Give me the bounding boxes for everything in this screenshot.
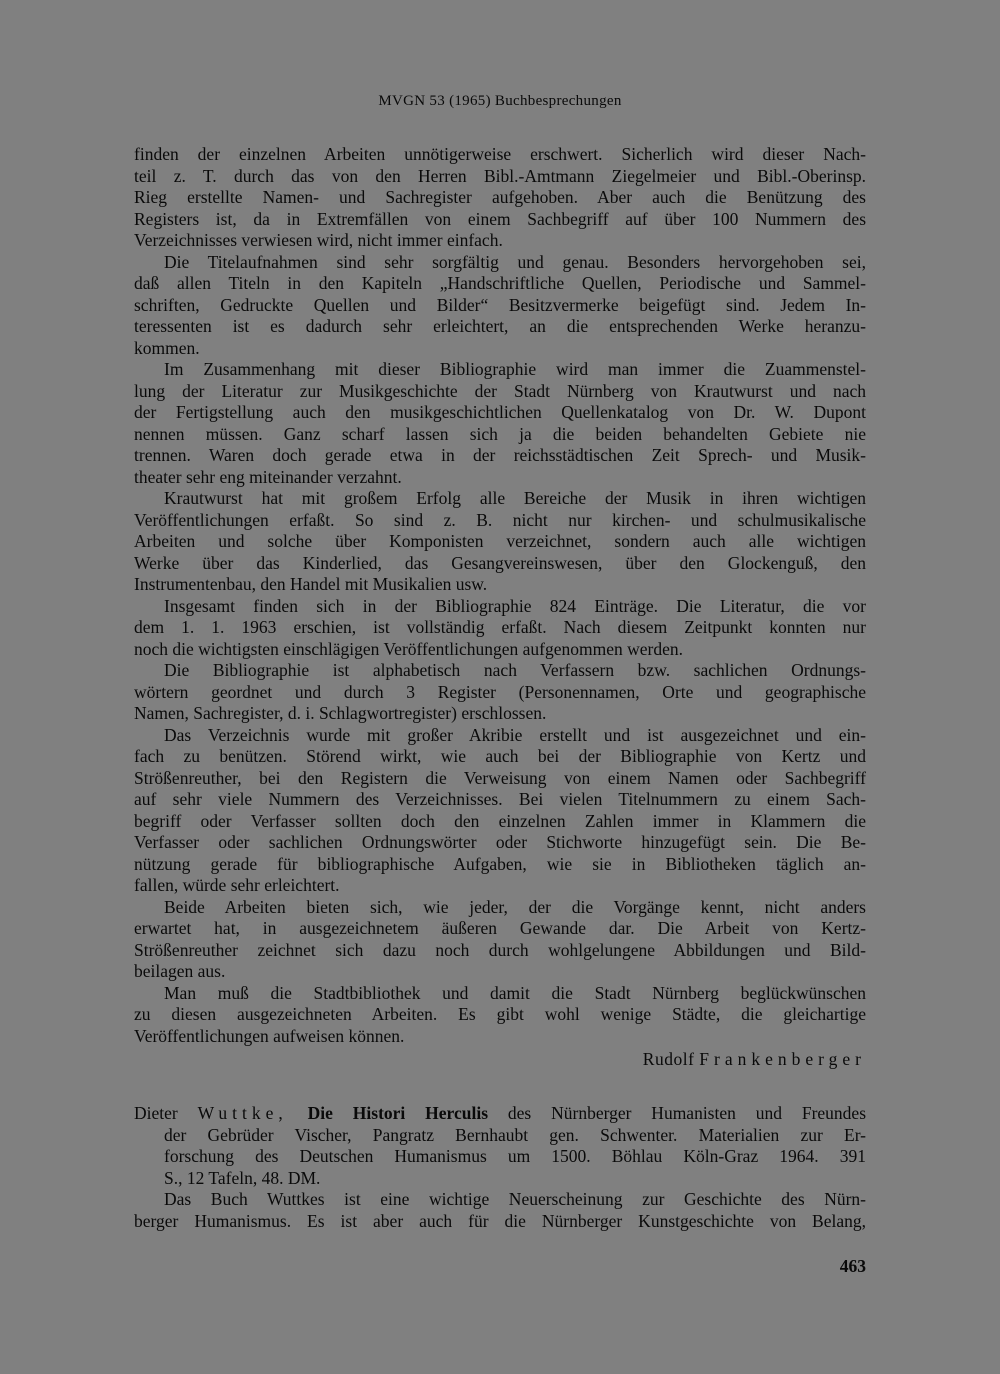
- text-line: nützung gerade für bibliographische Aufgaben, wie sie in Bibliotheken täglich an-: [134, 853, 866, 874]
- review-wuttke: [134, 1103, 866, 1232]
- text-line: fach zu benützen. Störend wirkt, wie auch bei der Bibliographie von Kertz und: [134, 746, 866, 766]
- text-line: Das Buch Wuttkes ist eine wichtige Neuerscheinung zur Geschichte des Nürn-: [164, 1189, 866, 1209]
- citation-line: der Gebrüder Vischer, Pangratz Bernhaubt gen. Schwenter. Materialien zur Er-: [164, 1124, 866, 1145]
- text-line: Krautwurst hat mit großem Erfolg alle Bereiche der Musik in ihren wichtigen: [164, 488, 866, 508]
- citation-line: forschung des Deutschen Humanismus um 1500. Böhlau Köln-Graz 1964. 391: [164, 1146, 866, 1166]
- text-line: noch die wichtigsten einschlägigen Veröffentlichungen aufgenommen werden.: [134, 638, 683, 659]
- text-line: Namen, Sachregister, d. i. Schlagwortregister) erschlossen.: [134, 703, 547, 723]
- text-line: trennen. Waren doch gerade etwa in der reichsstädtischen Zeit Sprech- und Musik-: [134, 445, 866, 465]
- text-line: der Fertigstellung auch den musikgeschichtlichen Quellenkatalog von Dr. W. Dupont: [134, 402, 866, 422]
- author-last-name: Wuttke,: [197, 1103, 288, 1123]
- book-title: Die Histori Herculis: [307, 1103, 489, 1123]
- author-first-name: Dieter: [134, 1103, 178, 1123]
- text-line: schriften, Gedruckte Quellen und Bilder“ Besitzvermerke beigefügt sind. Jedem In-: [134, 294, 866, 315]
- text-line: kommen.: [134, 337, 200, 358]
- text-line: zu diesen ausgezeichneten Arbeiten. Es gibt wohl wenige Städte, die gleichartige: [134, 1004, 866, 1024]
- text-line: wörtern geordnet und durch 3 Register (Personennamen, Orte und geographische: [134, 681, 866, 702]
- text-line: Insgesamt finden sich in der Bibliographie 824 Einträge. Die Literatur, die vor: [164, 595, 866, 616]
- citation-text: des Nürnberger Humanisten und Freundes: [507, 1103, 867, 1123]
- text-line: Verfasser oder sachlichen Ordnungswörter oder Stichworte hinzugefügt sein. Die Be-: [134, 832, 866, 852]
- text-line: dem 1. 1. 1963 erschien, ist vollständig erfaßt. Nach diesem Zeitpunkt konnten nur: [134, 617, 866, 637]
- text-line: Strößenreuther zeichnet sich dazu noch durch wohlgelungene Abbildungen und Bild-: [134, 939, 866, 960]
- text-line: Instrumentenbau, den Handel mit Musikalien usw.: [134, 574, 488, 594]
- text-line: auf sehr viele Nummern des Verzeichnisses. Bei vielen Titelnummern zu einem Sach-: [134, 789, 866, 809]
- text-line: finden der einzelnen Arbeiten unnötigerweise erschwert. Sicherlich wird dieser Nach-: [134, 144, 866, 164]
- text-line: nennen müssen. Ganz scharf lassen sich ja die beiden behandelten Gebiete nie: [134, 423, 866, 444]
- text-line: fallen, würde sehr erleichtert.: [134, 875, 340, 895]
- text-line: Strößenreuther, bei den Registern die Verweisung von einem Namen oder Sachbegriff: [134, 767, 866, 788]
- text-line: Man muß die Stadtbibliothek und damit die Stadt Nürnberg beglückwünschen: [164, 982, 866, 1003]
- text-line: Arbeiten und solche über Komponisten verzeichnet, sondern auch alle wichtigen: [134, 531, 866, 551]
- citation-line: [134, 1103, 866, 1125]
- text-line: teressenten ist es dadurch sehr erleichtert, an die entsprechenden Werke heranzu-: [134, 316, 866, 336]
- reviewer-last-name: Frankenberger: [699, 1049, 866, 1069]
- text-line: begriff oder Verfasser sollten doch den einzelnen Zahlen immer in Klammern die: [134, 810, 866, 831]
- text-line: lung der Literatur zur Musikgeschichte der Stadt Nürnberg von Krautwurst und nach: [134, 380, 866, 401]
- text-line: Veröffentlichungen erfaßt. So sind z. B. nicht nur kirchen- und schulmusikalische: [134, 509, 866, 530]
- text-line: Registers ist, da in Extremfällen von einem Sachbegriff auf über 100 Nummern des: [134, 208, 866, 229]
- text-line: berger Humanismus. Es ist aber auch für die Nürnberger Kunstgeschichte von Belang,: [134, 1210, 866, 1231]
- text-line: Verzeichnisses verwiesen wird, nicht immer einfach.: [134, 230, 503, 250]
- text-line: Werke über das Kinderlied, das Gesangvereinswesen, über den Glockenguß, den: [134, 552, 866, 573]
- citation-line: S., 12 Tafeln, 48. DM.: [164, 1167, 321, 1188]
- text-line: beilagen aus.: [134, 961, 226, 981]
- text-line: erwartet hat, in ausgezeichnetem äußeren Gewande dar. Die Arbeit von Kertz-: [134, 918, 866, 938]
- text-line: theater sehr eng miteinander verzahnt.: [134, 466, 402, 487]
- reviewer-signature: [134, 1047, 866, 1071]
- reviewer-first-name: Rudolf: [642, 1049, 695, 1069]
- review-frankenberger: [134, 144, 866, 1071]
- text-line: Die Titelaufnahmen sind sehr sorgfältig und genau. Besonders hervorgehoben sei,: [164, 251, 866, 272]
- text-line: Das Verzeichnis wurde mit großer Akribie erstellt und ist ausgezeichnet und ein-: [164, 724, 866, 745]
- text-line: Im Zusammenhang mit dieser Bibliographie wird man immer die Zuammenstel-: [164, 359, 866, 379]
- text-line: Rieg erstellte Namen- und Sachregister aufgehoben. Aber auch die Benützung des: [134, 187, 866, 207]
- text-line: Veröffentlichungen aufweisen können.: [134, 1025, 405, 1046]
- text-line: Die Bibliographie ist alphabetisch nach Verfassern bzw. sachlichen Ordnungs-: [164, 660, 866, 680]
- page-number: 463: [839, 1256, 866, 1276]
- running-header: MVGN 53 (1965) Buchbesprechungen: [378, 93, 622, 109]
- text-line: Beide Arbeiten bieten sich, wie jeder, der die Vorgänge kennt, nicht anders: [164, 896, 866, 917]
- text-line: daß allen Titeln in den Kapiteln „Handschriftliche Quellen, Periodische und Sammel-: [134, 273, 866, 293]
- text-line: teil z. T. durch das von den Herren Bibl.-Amtmann Ziegelmeier und Bibl.-Oberinsp.: [134, 165, 866, 186]
